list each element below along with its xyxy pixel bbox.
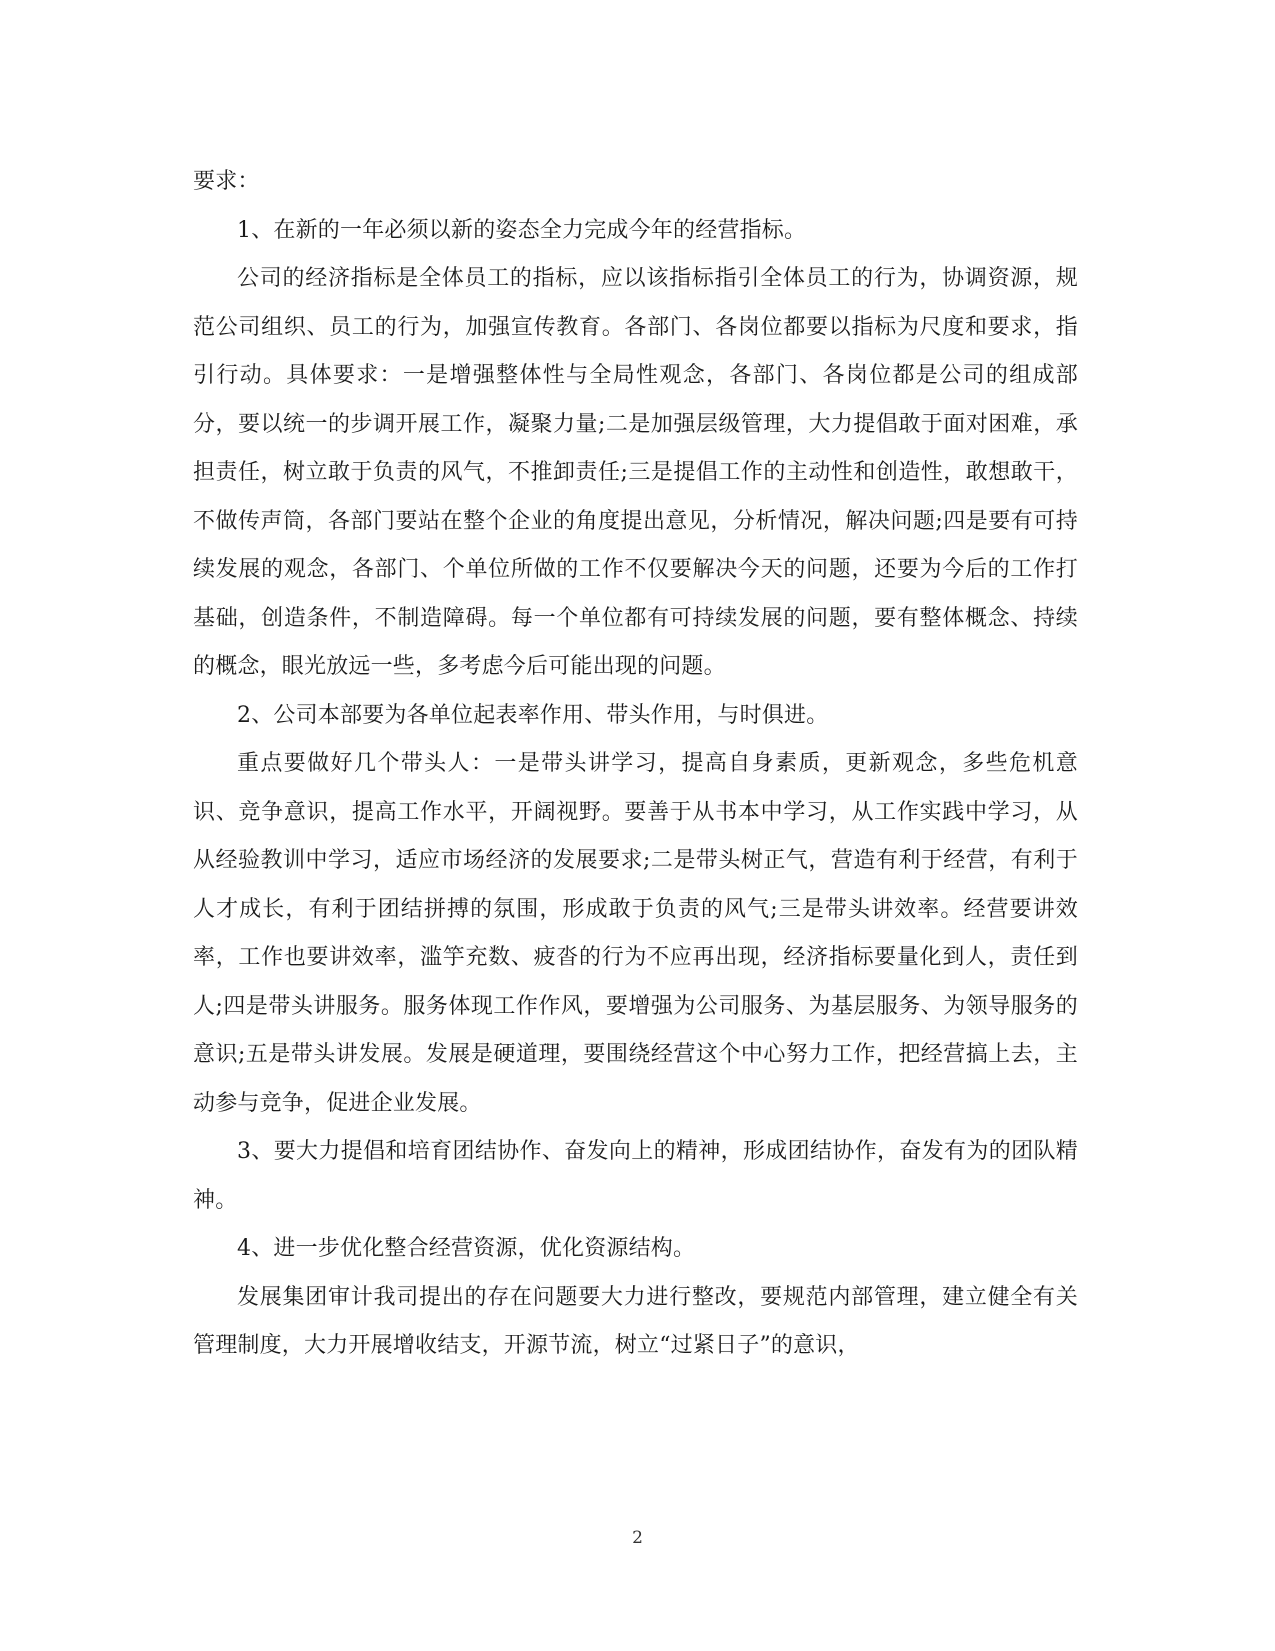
paragraph-item-4-title: 4、进一步优化整合经营资源，优化资源结构。 [237,1236,696,1261]
paragraph-item-3-title: 3、要大力提倡和培育团结协作、奋发向上的精神，形成团结协作，奋发有为的团队精神。 [193,1139,1078,1213]
paragraph-heading: 要求： [193,169,260,194]
paragraph-item-1-body: 公司的经济指标是全体员工的指标，应以该指标指引全体员工的行为，协调资源，规范公司组织、员工的行为，加强宣传教育。各部门、各岗位都要以指标为尺度和要求，指引行动。具体要求：一是增强整体性与全局性观念，各部门、各岗位都是公司的组成部分，要以统一的步调开展工作，凝聚力量;二是加强层级管理，大力提倡敢于面对困难，承担责任，树立敢于负责的风气，不推卸责任;三是提倡工作的主动性和创造性，敢想敢干，不做传声筒，各部门要站在整个企业的角度提出意见，分析情况，解决问题;四是要有可持续发展的观念，各部门、个单位所做的工作不仅要解决今天的问题，还要为今后的工作打基础，创造条件，不制造障碍。每一个单位都有可持续发展的问题，要有整体概念、持续的概念，眼光放远一些，多考虑今后可能出现的问题。 [193,266,1078,679]
page-body [193,158,1078,1371]
page-number: 2 [632,1528,643,1548]
paragraph-item-2-body: 重点要做好几个带头人：一是带头讲学习，提高自身素质，更新观念，多些危机意识、竞争意识，提高工作水平，开阔视野。要善于从书本中学习，从工作实践中学习，从从经验教训中学习，适应市场经济的发展要求;二是带头树正气，营造有利于经营，有利于人才成长，有利于团结拼搏的氛围，形成敢于负责的风气;三是带头讲效率。经营要讲效率，工作也要讲效率，滥竽充数、疲沓的行为不应再出现，经济指标要量化到人，责任到人;四是带头讲服务。服务体现工作作风，要增强为公司服务、为基层服务、为领导服务的意识;五是带头讲发展。发展是硬道理，要围绕经营这个中心努力工作，把经营搞上去，主动参与竞争，促进企业发展。 [193,751,1078,1116]
paragraph-item-2-title: 2、公司本部要为各单位起表率作用、带头作用，与时俱进。 [237,702,829,728]
paragraph-item-1-title: 1、在新的一年必须以新的姿态全力完成今年的经营指标。 [237,217,807,243]
paragraph-item-4-body: 发展集团审计我司提出的存在问题要大力进行整改，要规范内部管理，建立健全有关管理制度，大力开展增收结支，开源节流，树立“过紧日子”的意识， [193,1284,1078,1358]
